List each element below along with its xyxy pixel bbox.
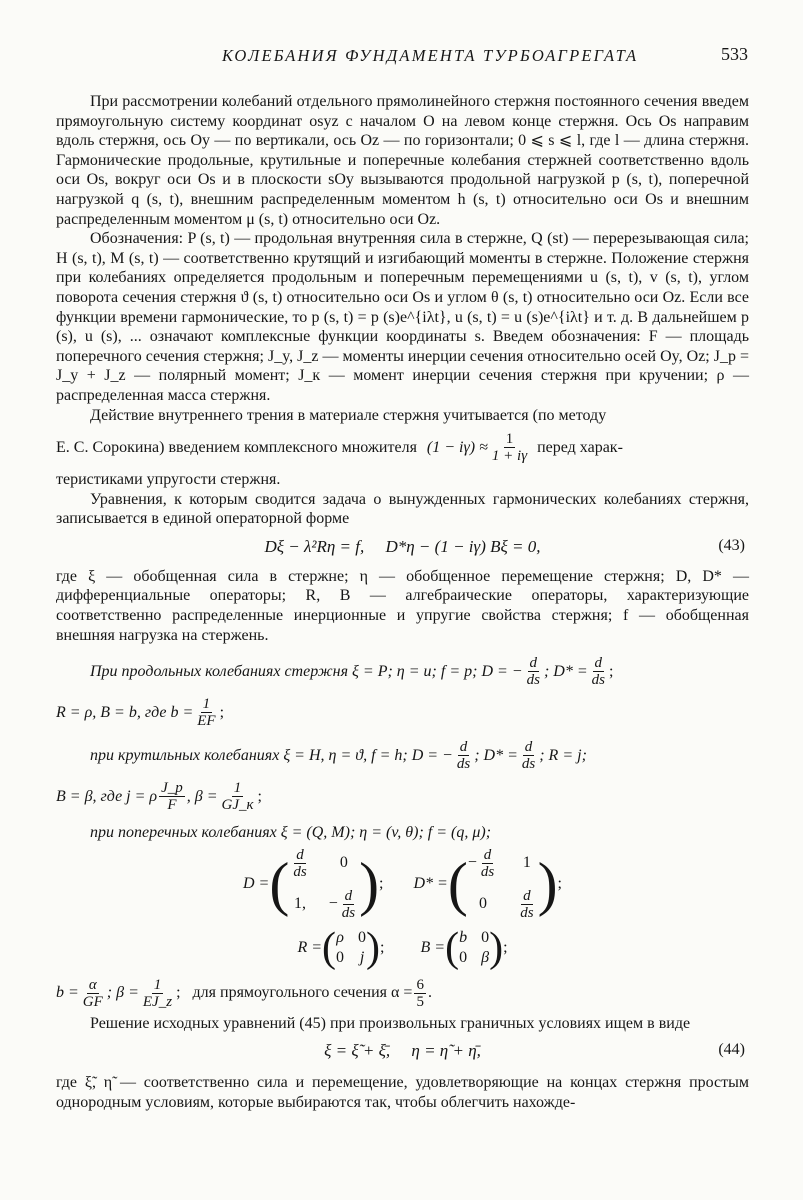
b-matrix-label: B =	[420, 938, 446, 956]
semicolon: ;	[379, 874, 384, 892]
dstar-matrix-cells	[468, 847, 538, 921]
period: .	[427, 984, 432, 1002]
paragraph-intro: При рассмотрении колебаний отдельного прямолинейного стержня постоянного сечения введем прямоугольную систему координат osyz с началом O на левом конце стержня. Ось Os направим вдоль стержня, ось Oy — по вертикали, ось Oz — по горизонтали; 0 ⩽ s ⩽ l, где l — длина стержня. Гармонические продольные, крутильные и поперечные колебания стержней соответственно вдоль оси Os, вокруг оси Os и в плоскости sOy вызываются продольной нагрузкой p (s, t), поперечной нагрузкой q (s, t), внешним распределенным моментом h (s, t) относительно оси Os и внешним распределенным моментом μ (s, t) относительно оси Oz.	[56, 93, 749, 228]
fraction-denominator: F	[167, 797, 177, 814]
fraction-denominator: GF	[82, 993, 103, 1010]
fraction-numerator: 1	[202, 696, 211, 713]
matrices-d-dstar	[56, 847, 749, 921]
fraction-denominator: ds	[526, 672, 540, 689]
equation-43-number: (43)	[718, 536, 745, 554]
fraction-denominator: ds	[521, 756, 536, 773]
fraction-numerator: J_p	[161, 780, 183, 797]
matrix-cell: β	[481, 948, 490, 966]
matrix-cell: 1	[522, 854, 531, 872]
d-matrix-label: D =	[243, 874, 270, 892]
paragraph-operators: где ξ — обобщенная сила в стержне; η — обобщенное перемещение стержня; D, D* — дифференциальные операторы; R, B — алгебраические операторы, характеризующие соответственно распределенные инерционные и упругие свойства стержня; f — обобщенная внешняя нагрузка на стержень.	[56, 567, 749, 644]
transverse-line: при поперечных колебаниях ξ = (Q, M); η = (v, θ); f = (q, μ);	[90, 824, 492, 842]
equation-43-expression: Dξ − λ²Rη = f, D*η − (1 − iγ) Bξ = 0,	[264, 536, 541, 556]
friction-continuation: теристиками упругости стержня.	[56, 471, 281, 489]
torsion-dstar-fraction	[520, 739, 537, 772]
fraction-denominator: ds	[456, 756, 471, 773]
right-paren: )	[366, 924, 381, 971]
friction-fraction-denominator: 1 + iγ	[491, 448, 528, 465]
equation-44	[56, 1041, 749, 1061]
minus-sign: −	[467, 854, 477, 872]
friction-expression: (1 − iγ) ≈	[426, 438, 488, 456]
matrix-cell: b	[459, 928, 468, 946]
friction-fraction	[490, 431, 529, 464]
matrix-cell	[291, 847, 308, 880]
torsion-j-fraction	[159, 780, 185, 813]
fraction-denominator: 5	[416, 993, 424, 1010]
fraction-numerator: 1	[153, 976, 162, 993]
longitudinal-line-1	[56, 655, 749, 688]
semicolon: ;	[503, 938, 508, 956]
fraction-denominator: ds	[293, 863, 307, 880]
fraction-numerator: d	[344, 887, 353, 904]
r-matrix-label: R =	[297, 938, 323, 956]
right-paren: )	[489, 924, 504, 971]
fraction-numerator: 1	[233, 780, 242, 797]
torsion-text: при крутильных колебаниях ξ = H, η = ϑ, f = h; D = −	[90, 746, 453, 764]
r-matrix-cells	[336, 929, 366, 967]
matrix-cell: 0	[358, 928, 367, 946]
matrix-cell: 0	[481, 928, 490, 946]
b-beta-line	[56, 977, 749, 1010]
semicolon: ;	[257, 787, 262, 805]
torsion-beta-fraction	[220, 780, 256, 813]
matrix-cell	[329, 888, 359, 921]
running-title: КОЛЕБАНИЯ ФУНДАМЕНТА ТУРБОАГРЕГАТА	[222, 46, 639, 65]
matrix-cell: 0	[339, 854, 348, 872]
right-paren: )	[359, 850, 380, 917]
matrix-cell: 0	[479, 895, 488, 913]
dstar-matrix-label: D* =	[413, 874, 448, 892]
torsion-beta-label: , β =	[186, 787, 218, 805]
fraction-numerator: d	[296, 846, 304, 863]
matrix-cell: j	[359, 948, 365, 966]
fraction-numerator: d	[483, 846, 492, 863]
page-body	[56, 92, 749, 1113]
alpha-over-gf-fraction	[81, 977, 105, 1010]
fraction-denominator: ds	[591, 672, 605, 689]
paragraph-solution: Решение исходных уравнений (45) при произвольных граничных условиях ищем в виде	[90, 1014, 691, 1032]
longitudinal-d-ds-fraction	[525, 655, 542, 688]
b-matrix-cells	[459, 929, 489, 967]
fraction-denominator: GJ_к	[221, 797, 254, 814]
matrices-r-b	[56, 924, 749, 971]
r-matrix	[322, 924, 381, 971]
fraction-denominator: EF	[197, 713, 216, 730]
b-label: b =	[56, 984, 79, 1002]
matrix-cell	[468, 847, 498, 880]
left-paren: (	[322, 924, 337, 971]
fraction-numerator: d	[529, 655, 538, 672]
friction-text-before: Е. С. Сорокина) введением комплексного множителя	[56, 438, 417, 456]
torsion-r-tail: ; R = j;	[539, 746, 587, 764]
semicolon: ;	[176, 984, 181, 1002]
paragraph-notation: Обозначения: P (s, t) — продольная внутренняя сила в стержне, Q (st) — перерезывающая сила; H (s, t), M (s, t) — соответственно крутящий и изгибающий моменты в стержне. Положение стержня при колебаниях определяется продольным и поперечным перемещениями u (s, t), v (s, t), углом поворота сечения стержня ϑ (s, t) относительно оси Os и углом θ (s, t) относительно оси Oz. Если все функции времени гармонические, то p (s, t) = p (s)e^{iλt}, u (s, t) = u (s)e^{iλt} и т. д. В дальнейшем p (s), u (s), ... означают комплексные функции координаты s. Введем обозначения: F — площадь поперечного сечения стержня; J_y, J_z — моменты инерции сечения относительно осей Oy, Oz; J_p = J_y + J_z — полярный момент; J_к — момент инерции сечения стержня при кручении; ρ — распределенная масса стержня.	[56, 230, 750, 404]
equation-43	[56, 537, 749, 557]
fraction	[479, 847, 496, 880]
fraction-numerator: d	[523, 887, 531, 904]
page-header	[0, 46, 803, 76]
matrix-cell	[518, 888, 535, 921]
longitudinal-b-text: R = ρ, B = b, где b =	[56, 703, 194, 721]
fraction-denominator: EJ_z	[142, 993, 173, 1010]
torsion-j-text: B = β, где j = ρ	[56, 787, 158, 805]
friction-text-after: перед харак-	[537, 438, 623, 456]
friction-line	[56, 431, 749, 464]
friction-fraction-numerator: 1	[505, 431, 514, 448]
dstar-matrix	[448, 847, 558, 921]
left-paren: (	[269, 850, 290, 917]
fraction-numerator: 6	[416, 976, 424, 993]
paragraph-internal-friction: Действие внутреннего трения в материале стержня учитывается (по методу	[90, 406, 607, 424]
matrix-cell: 0	[336, 948, 345, 966]
paragraph-equations-intro: Уравнения, к которым сводится задача о вынужденных гармонических колебаниях стержня, записывается в единой операторной форме	[56, 490, 749, 528]
longitudinal-dstar-label: ; D* =	[543, 662, 588, 680]
fraction-numerator: α	[88, 976, 97, 993]
d-matrix-cells	[289, 847, 359, 921]
semicolon: ;	[557, 874, 562, 892]
semicolon: ;	[219, 703, 225, 721]
right-paren: )	[537, 850, 558, 917]
page-number: 533	[721, 44, 748, 64]
d-matrix	[269, 847, 379, 921]
matrix-cell: 1,	[294, 895, 307, 913]
semicolon: ;	[608, 662, 614, 680]
minus-sign: −	[328, 895, 338, 913]
b-matrix	[445, 924, 504, 971]
left-paren: (	[445, 924, 460, 971]
fraction-numerator: d	[459, 739, 468, 756]
semicolon: ;	[380, 938, 385, 956]
fraction-denominator: ds	[520, 904, 534, 921]
longitudinal-text: При продольных колебаниях стержня ξ = P; η = u; f = p; D = −	[90, 662, 523, 680]
beta-label: ; β =	[106, 984, 139, 1002]
matrix-cell: ρ	[336, 928, 344, 946]
fraction-denominator: ds	[480, 863, 495, 880]
torsion-dstar-label: ; D* =	[474, 746, 518, 764]
left-paren: (	[447, 850, 468, 917]
matrix-cell: 0	[459, 948, 468, 966]
equation-44-number: (44)	[718, 1041, 745, 1059]
longitudinal-dstar-fraction	[590, 655, 607, 688]
fraction-numerator: d	[594, 655, 603, 672]
longitudinal-b-fraction	[195, 696, 217, 729]
equation-44-expression: ξ = ξ̃ + ξ̄, η = η̃ + η̄,	[324, 1041, 481, 1061]
rectangular-section-text: для прямоугольного сечения α =	[192, 984, 413, 1002]
longitudinal-line-2	[56, 696, 749, 729]
torsion-line-2	[56, 780, 749, 813]
fraction	[340, 888, 357, 921]
paragraph-definitions: где ξ̃, η̃ — соответственно сила и перемещение, удовлетворяющие на концах стержня простым однородным условиям, которые выбираются так, чтобы облегчить нахожде-	[56, 1074, 749, 1112]
six-fifths-fraction	[414, 977, 426, 1010]
one-over-ejz-fraction	[141, 977, 174, 1010]
fraction-denominator: ds	[341, 904, 356, 921]
torsion-line-1	[56, 739, 749, 772]
fraction-numerator: d	[524, 739, 533, 756]
torsion-d-ds-fraction	[455, 739, 472, 772]
